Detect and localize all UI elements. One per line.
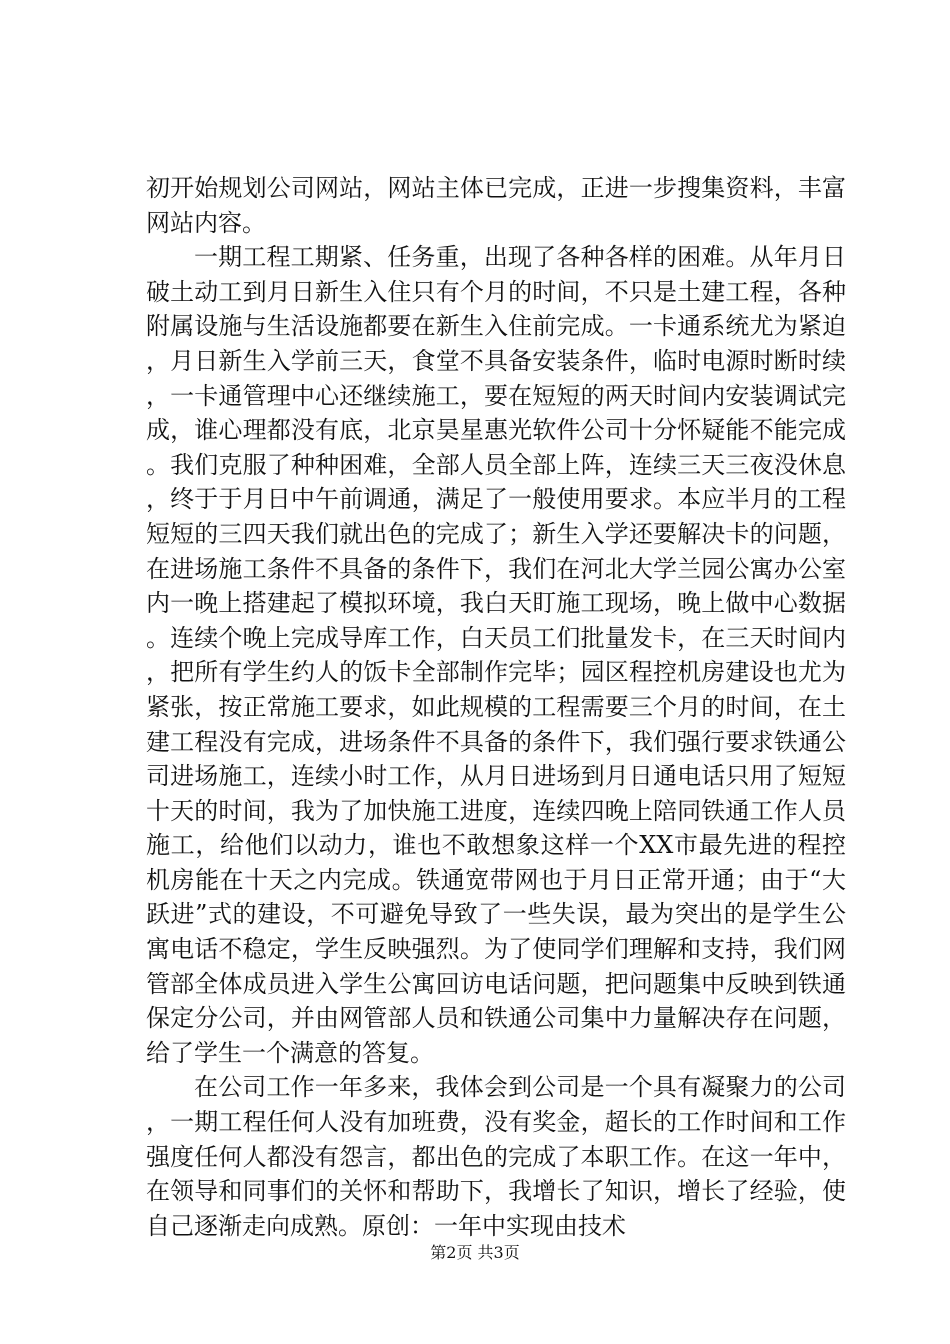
page-footer: 第2页 共3页 (430, 1243, 520, 1262)
document-body (146, 171, 846, 1243)
paragraph-3: 在公司工作一年多来，我体会到公司是一个具有凝聚力的公司，一期工程任何人没有加班费，没有奖金，超长的工作时间和工作强度任何人都没有怨言，都出色的完成了本职工作。在这一年中，在领导和同事们的关怀和帮助下，我增长了知识，增长了经验，使自己逐渐走向成熟。原创：一年中实现由技术 (146, 1073, 846, 1240)
paragraph-1: 初开始规划公司网站，网站主体已完成，正进一步搜集资料，丰富网站内容。 (146, 174, 846, 237)
paragraph-2: 一期工程工期紧、任务重，出现了各种各样的困难。从年月日破土动工到月日新生入住只有个月的时间，不只是土建工程，各种附属设施与生活设施都要在新生入住前完成。一卡通系统尤为紧迫，月日新生入学前三天，食堂不具备安装条件，临时电源时断时续，一卡通管理中心还继续施工，要在短短的两天时间内安装调试完成，谁心理都没有底，北京昊星惠光软件公司十分怀疑能不能完成。我们克服了种种困难，全部人员全部上阵，连续三天三夜没休息，终于于月日中午前调通，满足了一般使用要求。本应半月的工程短短的三四天我们就出色的完成了；新生入学还要解决卡的问题，在进场施工条件不具备的条件下，我们在河北大学兰园公寓办公室内一晚上搭建起了模拟环境，我白天盯施工现场，晚上做中心数据。连续个晚上完成导库工作，白天员工们批量发卡，在三天时间内，把所有学生约人的饭卡全部制作完毕；园区程控机房建设也尤为紧张，按正常施工要求，如此规模的工程需要三个月的时间，在土建工程没有完成，进场条件不具备的条件下，我们强行要求铁通公司进场施工，连续小时工作，从月日进场到月日通电话只用了短短十天的时间，我为了加快施工进度，连续四晚上陪同铁通工作人员施工，给他们以动力，谁也不敢想象这样一个XX市最先进的程控机房能在十天之内完成。铁通宽带网也于月日正常开通；由于“大跃进”式的建设，不可避免导致了一些失误，最为突出的是学生公寓电话不稳定，学生反映强烈。为了使同学们理解和支持，我们网管部全体成员进入学生公寓回访电话问题，把问题集中反映到铁通保定分公司，并由网管部人员和铁通公司集中力量解决存在问题，给了学生一个满意的答复。 (146, 243, 846, 1067)
